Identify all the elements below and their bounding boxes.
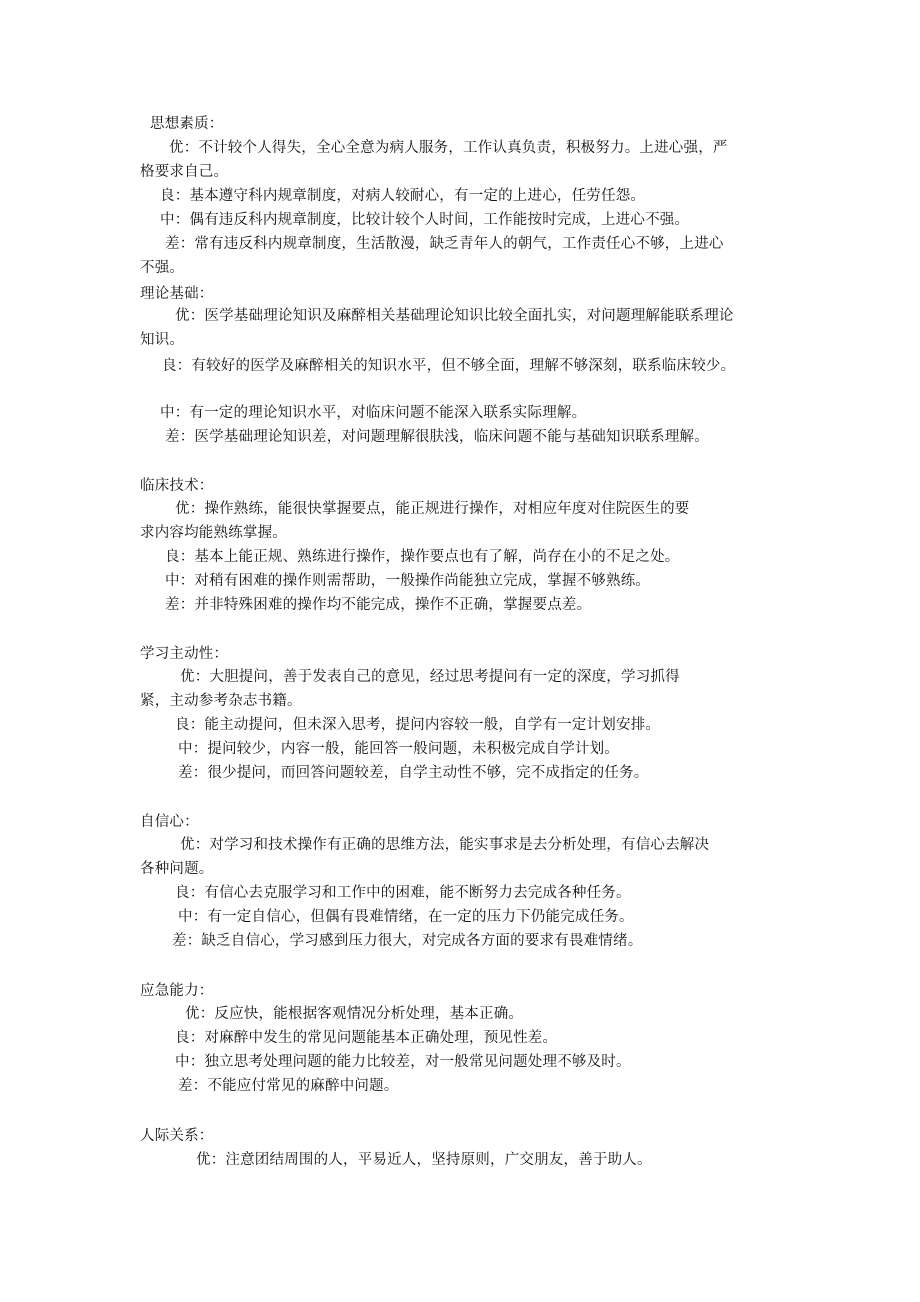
theory-excellent-line-2: 知识。 [140, 332, 185, 348]
learning-average-line: 中：提问较少，内容一般，能回答一般问题，未积极完成自学计划。 [178, 741, 619, 757]
section-heading-clinical: 临床技术： [140, 478, 214, 494]
learning-poor-line: 差：很少提问，而回答问题较差，自学主动性不够，完不成指定的任务。 [178, 765, 649, 781]
emergency-excellent-line: 优：反应快，能根据客观情况分析处理，基本正确。 [185, 1006, 524, 1022]
relationships-excellent-line: 优：注意团结周围的人，平易近人，坚持原则，广交朋友，善于助人。 [196, 1152, 652, 1168]
section-heading-theory: 理论基础： [140, 286, 214, 302]
confidence-poor-line: 差：缺乏自信心，学习感到压力很大，对完成各方面的要求有畏难情绪。 [172, 933, 643, 949]
ideology-average-line: 中：偶有违反科内规章制度，比较计较个人时间，工作能按时完成，上进心不强。 [160, 212, 690, 228]
clinical-average-line: 中：对稍有困难的操作则需帮助，一般操作尚能独立完成，掌握不够熟练。 [165, 573, 651, 589]
confidence-excellent-line-2: 各种问题。 [140, 861, 214, 877]
section-heading-relationships: 人际关系： [140, 1128, 214, 1144]
clinical-good-line: 良：基本上能正规、熟练进行操作，操作要点也有了解，尚存在小的不足之处。 [165, 549, 680, 565]
section-heading-emergency: 应急能力： [140, 983, 214, 999]
theory-poor-line: 差：医学基础理论知识差，对问题理解很肤浅，临床问题不能与基础知识联系理解。 [165, 429, 709, 445]
ideology-poor-line-2: 不强。 [140, 260, 185, 276]
clinical-excellent-line-2: 求内容均能熟练掌握。 [140, 525, 287, 541]
section-heading-ideology: 思想素质： [150, 116, 224, 132]
learning-excellent-line-2: 紧，主动参考杂志书籍。 [140, 693, 302, 709]
learning-excellent-line-1: 优：大胆提问，善于发表自己的意见，经过思考提问有一定的深度，学习抓得 [180, 669, 680, 685]
ideology-poor-line-1: 差：常有违反科内规章制度，生活散漫，缺乏青年人的朝气，工作责任心不够，上进心 [165, 236, 724, 252]
ideology-excellent-line-1: 优：不计较个人得失，全心全意为病人服务，工作认真负责，积极努力。上进心强，严 [169, 140, 728, 156]
ideology-excellent-line-2: 格要求自己。 [140, 164, 229, 180]
emergency-average-line: 中：独立思考处理问题的能力比较差，对一般常见问题处理不够及时。 [175, 1054, 631, 1070]
emergency-good-line: 良：对麻醉中发生的常见问题能基本正确处理，预见性差。 [175, 1030, 558, 1046]
theory-average-line: 中：有一定的理论知识水平，对临床问题不能深入联系实际理解。 [160, 405, 587, 421]
section-heading-confidence: 自信心： [140, 814, 199, 830]
emergency-poor-line: 差：不能应付常见的麻醉中问题。 [178, 1078, 399, 1094]
confidence-average-line: 中：有一定自信心，但偶有畏难情绪，在一定的压力下仍能完成任务。 [178, 909, 634, 925]
theory-good-line: 良：有较好的医学及麻醉相关的知识水平，但不够全面，理解不够深刻，联系临床较少。 [162, 358, 736, 374]
clinical-poor-line: 差：并非特殊困难的操作均不能完成，操作不正确，掌握要点差。 [165, 597, 592, 613]
clinical-excellent-line-1: 优：操作熟练，能很快掌握要点，能正规进行操作，对相应年度对住院医生的要 [175, 501, 690, 517]
learning-good-line: 良：能主动提问，但未深入思考，提问内容较一般，自学有一定计划安排。 [175, 717, 661, 733]
section-heading-learning: 学习主动性： [140, 646, 229, 662]
theory-excellent-line-1: 优：医学基础理论知识及麻醉相关基础理论知识比较全面扎实，对问题理解能联系理论 [175, 308, 734, 324]
ideology-good-line: 良：基本遵守科内规章制度，对病人较耐心，有一定的上进心，任劳任怨。 [160, 188, 646, 204]
confidence-good-line: 良：有信心去克服学习和工作中的困难，能不断努力去完成各种任务。 [175, 885, 631, 901]
confidence-excellent-line-1: 优：对学习和技术操作有正确的思维方法，能实事求是去分析处理，有信心去解决 [180, 837, 710, 853]
